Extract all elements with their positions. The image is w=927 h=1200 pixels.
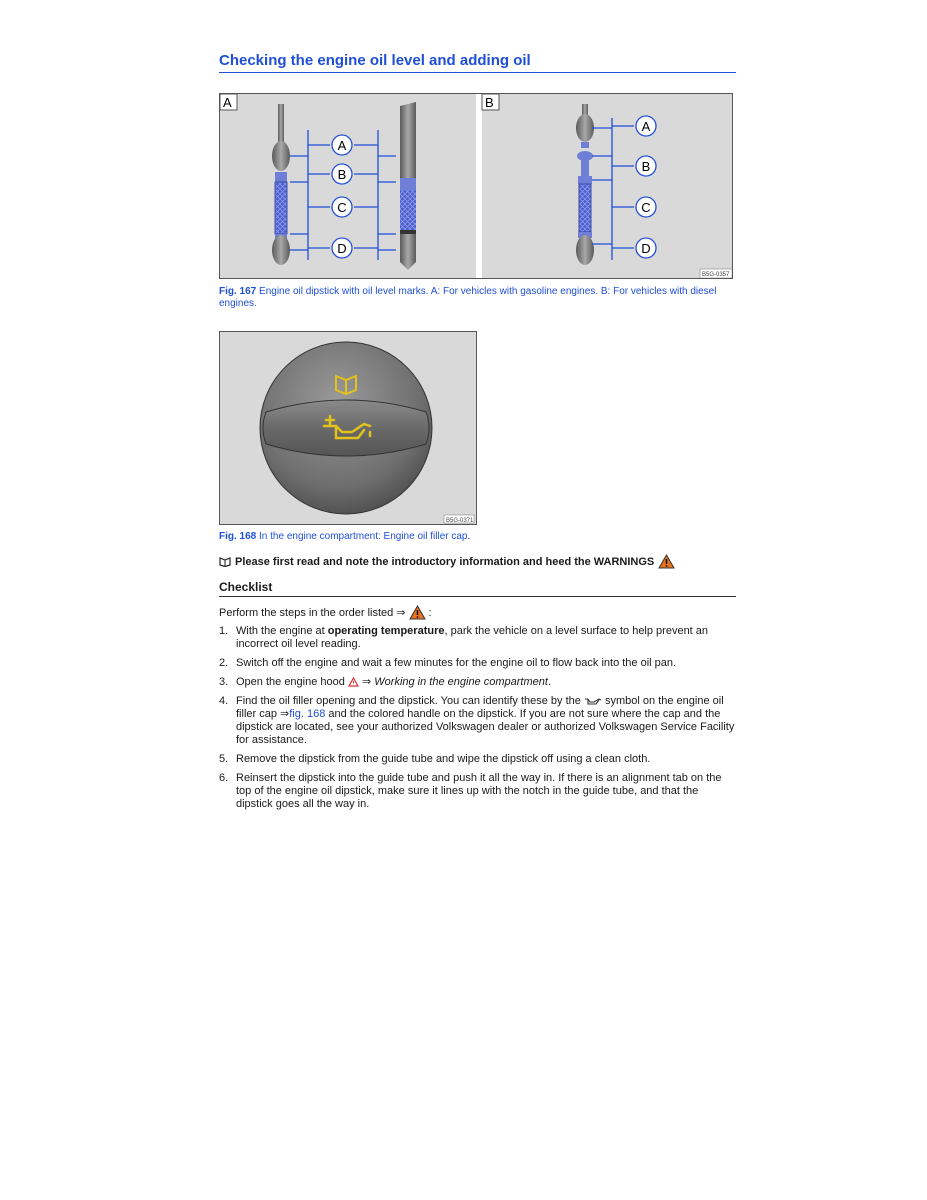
mark-b-panel-a-label: A	[641, 119, 651, 134]
mark-b-label: B	[337, 167, 347, 182]
step-number: 6.	[219, 772, 229, 784]
step-text: , park the vehicle on a level surface to help prevent an incorrect oil level reading.	[236, 625, 709, 650]
checklist-intro-suffix: :	[428, 606, 432, 619]
dipstick-b-bulb-top	[576, 114, 594, 142]
warning-triangle-icon[interactable]	[658, 554, 675, 569]
step-text: Find the oil filler opening and the dipstick. You can identify these by the	[236, 695, 584, 707]
oil-can-icon	[584, 697, 602, 706]
book-icon	[219, 557, 231, 567]
step-number: 4.	[219, 695, 229, 707]
step-text: Switch off the engine and wait a few minutes for the engine oil to flow back into the oil pan.	[236, 657, 677, 669]
figure-167-dipstick-illustration	[219, 93, 733, 279]
figure-168-text: In the engine compartment: Engine oil filler cap.	[256, 531, 471, 542]
page-title: Checking the engine oil level and adding oil	[219, 52, 736, 73]
mark-c-label: C	[337, 200, 347, 215]
figure-168-caption	[219, 531, 470, 543]
mark-b-panel-d-label: D	[641, 241, 651, 256]
step-text: Reinsert the dipstick into the guide tube and push it all the way in. If there is an alignment tab on the top of the engine oil dipstick, make sure it lines up with the notch in the guide tube, and that the dipstick goes all the way in.	[236, 772, 722, 810]
step-text: With the engine at	[236, 625, 328, 637]
oil-cap-drawing	[220, 332, 476, 524]
checklist-intro	[219, 605, 432, 620]
panel-a-label: A	[223, 95, 232, 110]
warning-outline-icon[interactable]	[348, 677, 359, 687]
checklist-intro-text: Perform the steps in the order listed ⇒	[219, 607, 406, 619]
panel-b-label: B	[485, 95, 494, 110]
step-number: 2.	[219, 657, 229, 669]
figure-167-caption	[219, 286, 735, 310]
step-5	[219, 753, 735, 766]
step-text: and the colored handle on the dipstick. If you are not sure where the cap and the dipstick are located, see your authorized Volkswagen dealer or authorized Volkswagen Service Facility for assistance.	[236, 708, 735, 746]
step-number: 3.	[219, 676, 229, 688]
step-bold-text: operating temperature	[327, 625, 445, 637]
figure-code: B5G-0357	[702, 272, 730, 278]
dipstick-shaft	[278, 104, 284, 144]
dipstick-bulb-top	[272, 141, 290, 171]
cross-reference-link[interactable]: Working in the engine compartment	[374, 676, 548, 688]
step-1	[219, 625, 735, 651]
step-number: 1.	[219, 625, 229, 637]
checklist-steps	[219, 625, 735, 817]
step-text: Remove the dipstick from the guide tube and wipe the dipstick off using a clean cloth.	[236, 753, 651, 765]
mark-b-panel-b-label: B	[641, 159, 651, 174]
figure-168-oil-cap-illustration	[219, 331, 477, 525]
mark-d-label: D	[337, 241, 347, 256]
warning-triangle-icon[interactable]	[409, 605, 426, 620]
step-6	[219, 772, 735, 811]
mark-b-panel-c-label: C	[641, 200, 651, 215]
dipstick-bulb-bottom	[272, 235, 290, 265]
mark-a-label: A	[337, 138, 347, 153]
step-text: .	[547, 676, 551, 688]
figure-168-code: B5G-0371	[446, 518, 474, 524]
step-text: Open the engine hood	[236, 676, 348, 688]
figure-167-number: Fig. 167	[219, 286, 257, 297]
figure-168-number: Fig. 168	[219, 531, 257, 542]
cap-grip	[263, 400, 429, 456]
dipstick-b-bulb-bottom	[576, 235, 594, 265]
step-4	[219, 695, 735, 747]
dipstick-diagram	[220, 94, 732, 278]
step-text: symbol on the engine oil filler cap ⇒	[236, 695, 724, 720]
figure-168-link[interactable]: fig. 168	[289, 708, 326, 720]
step-arrow: ⇒	[358, 676, 375, 688]
step-number: 5.	[219, 753, 229, 765]
step-2	[219, 657, 735, 670]
notice-text: Please first read and note the introductory information and heed the WARNINGS	[235, 555, 655, 568]
figure-167-text: Engine oil dipstick with oil level marks. A: For vehicles with gasoline engines. B: For vehicles with diesel engines.	[219, 286, 717, 309]
checklist-heading: Checklist	[219, 580, 736, 597]
step-3	[219, 676, 735, 689]
notice-line	[219, 554, 675, 569]
